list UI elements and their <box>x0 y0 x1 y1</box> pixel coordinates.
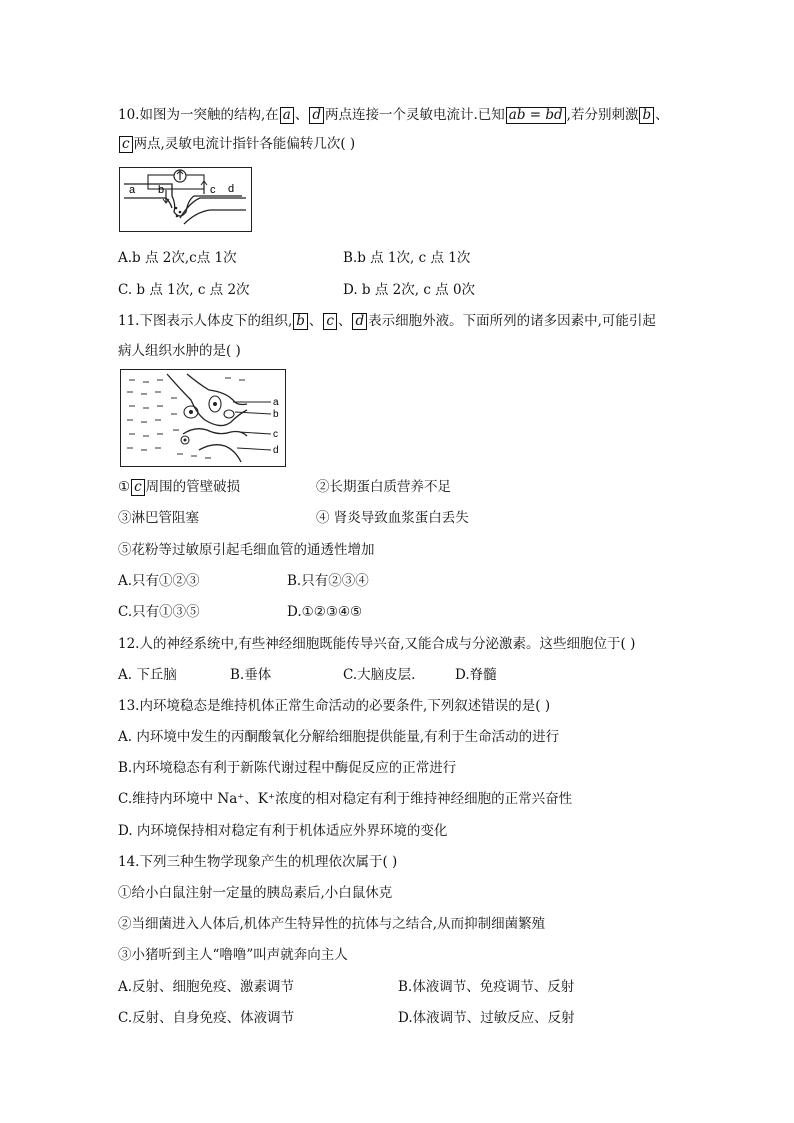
tissue-diagram <box>121 370 285 466</box>
q11-fig-label-d: d <box>273 445 279 456</box>
q10-fig-label-a: a <box>129 184 136 196</box>
q11-var-d: d <box>352 313 367 330</box>
q10-option-d: D. b 点 2次, c 点 0次 <box>343 282 476 298</box>
q12-option-d: D.脊髓 <box>455 667 497 683</box>
q11-stem-line2: 病人组织水肿的是( ) <box>118 343 241 359</box>
q10-equation: ab = bd <box>506 107 566 124</box>
q11-item-1: ① c 周围的管壁破损 <box>118 479 241 495</box>
q10-stem-line1: 10.如图为一突触的结构,在 a 、 d 两点连接一个灵敏电流计.已知 ab = bd ,若分别刺激 b 、 <box>118 107 669 123</box>
q13-option-a: A. 内环境中发生的丙酮酸氧化分解给细胞提供能量,有利于生命活动的进行 <box>118 729 560 745</box>
q14-option-a: A.反射、细胞免疫、激素调节 <box>118 979 295 995</box>
q10-option-b: B.b 点 1次, c 点 1次 <box>343 250 471 266</box>
q10-stem-line2: c 两点,灵敏电流计指针各能偏转几次( ) <box>118 135 355 153</box>
q11-var-c: c <box>323 313 337 330</box>
q10-var-d: d <box>309 107 324 124</box>
q12-option-b: B.垂体 <box>230 667 272 683</box>
q13-option-b: B.内环境稳态有利于新陈代谢过程中酶促反应的正常进行 <box>118 760 457 776</box>
q12-option-a: A. 下丘脑 <box>118 667 177 683</box>
q11-fig-label-c: c <box>273 429 278 440</box>
q14-stem: 14.下列三种生物学现象产生的机理依次属于( ) <box>118 854 398 870</box>
q11-tissue-figure <box>120 369 286 467</box>
q14-option-b: B.体液调节、免疫调节、反射 <box>398 979 575 995</box>
q11-option-d: D.①②③④⑤ <box>287 604 363 620</box>
q14-item-1: ①给小白鼠注射一定量的胰岛素后,小白鼠休克 <box>118 885 393 901</box>
q10-fig-label-b: b <box>158 184 165 196</box>
q11-option-c: C.只有①③⑤ <box>118 604 200 620</box>
q11-fig-label-b: b <box>273 409 279 420</box>
q10-option-a: A.b 点 2次,c点 1次 <box>118 250 237 266</box>
q14-option-d: D.体液调节、过敏反应、反射 <box>398 1010 575 1026</box>
q11-item1-var-c: c <box>131 479 145 496</box>
q13-option-c: C.维持内环境中 Na⁺、K⁺浓度的相对稳定有利于维持神经细胞的正常兴奋性 <box>118 791 573 807</box>
q14-item-3: ③小猪听到主人“噜噜”叫声就奔向主人 <box>118 947 348 963</box>
q11-item-5: ⑤花粉等过敏原引起毛细血管的通透性增加 <box>118 542 375 558</box>
q10-fig-label-d: d <box>228 183 235 195</box>
q13-option-d: D. 内环境保持相对稳定有利于机体适应外界环境的变化 <box>118 823 448 839</box>
q10-option-c: C. b 点 1次, c 点 2次 <box>118 282 250 298</box>
q11-item-2: ②长期蛋白质营养不足 <box>316 479 451 495</box>
q10-fig-label-c: c <box>210 184 216 196</box>
q10-var-c: c <box>119 136 133 153</box>
q14-option-c: C.反射、自身免疫、体液调节 <box>118 1010 295 1026</box>
q10-var-b: b <box>639 107 654 124</box>
q12-option-c: C.大脑皮层. <box>343 667 416 683</box>
q12-stem: 12.人的神经系统中,有些神经细胞既能传导兴奋,又能合成与分泌激素。这些细胞位于( ) <box>118 636 636 652</box>
q11-fig-label-a: a <box>273 397 279 408</box>
q11-option-b: B.只有②③④ <box>287 573 369 589</box>
q10-var-a: a <box>280 107 294 124</box>
q10-synapse-figure <box>119 167 252 232</box>
q14-item-2: ②当细菌进入人体后,机体产生特异性的抗体与之结合,从而抑制细菌繁殖 <box>118 916 546 932</box>
q11-stem-line1: 11.下图表示人体皮下的组织, b 、 c 、 d 表示细胞外液。下面所列的诸多因素中,可能引起 <box>118 313 656 329</box>
q13-stem: 13.内环境稳态是维持机体正常生命活动的必要条件,下列叙述错误的是( ) <box>118 698 551 714</box>
synapse-diagram <box>120 168 251 231</box>
q11-option-a: A.只有①②③ <box>118 573 200 589</box>
q11-item-3: ③淋巴管阻塞 <box>118 510 199 526</box>
q11-var-b: b <box>293 313 308 330</box>
q11-item-4: ④ 肾炎导致血浆蛋白丢失 <box>316 510 469 526</box>
